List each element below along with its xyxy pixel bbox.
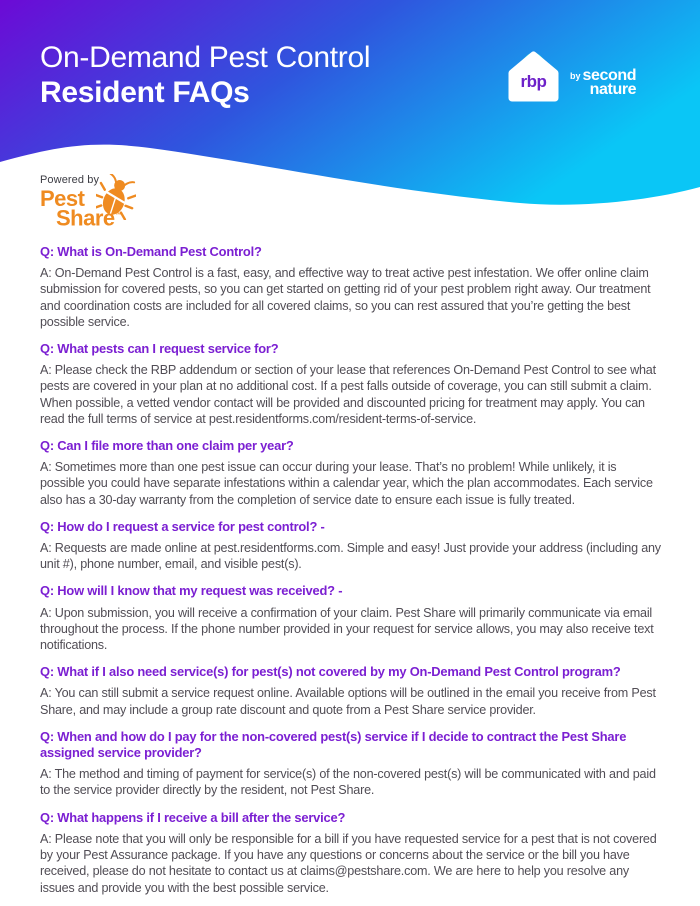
faq-question: Q: Can I file more than one claim per year? (40, 438, 294, 454)
pest-share-wordmark (40, 188, 190, 238)
powered-by-label: Powered by (40, 174, 100, 186)
faq-item (40, 664, 662, 718)
second-nature-wordmark (570, 57, 636, 97)
second-nature-line1: second (582, 66, 637, 84)
page-subtitle: Resident FAQs (40, 76, 250, 109)
pest-word: Pest (40, 186, 85, 211)
faq-answer: A: Sometimes more than one pest issue can occur during your lease. That’s no problem! While unlikely, it is possible you could have separate infestations within a calendar year, which the plan accommodates. Each service also has a 30-day warranty from the completion of service date to ensure each issue is fully treated. (40, 460, 653, 507)
faq-answer: A: Upon submission, you will receive a confirmation of your claim. Pest Share will primarily communicate via email throughout the process. If the phone number provided in your request for service allows, you may also receive text notifications. (40, 605, 654, 653)
faq-question: Q: What is On-Demand Pest Control? (40, 244, 262, 259)
faq-item (40, 519, 662, 573)
pest-share-logo-block (40, 174, 190, 238)
faq-item (40, 583, 662, 653)
faq-answer: A: Please check the RBP addendum or section of your lease that references On-Demand Pest Control to see what pests are covered in your plan at no additional cost. If a pest falls outside of coverage, you can still submit a claim. When possible, a vetted vendor contact will be provided and discounted pricing for treatment may apply. You can read the full terms of service at pest.residentforms.com/resident-terms-of-service. (40, 363, 656, 426)
faq-question: Q: How will I know that my request was received? - (40, 583, 343, 599)
second-nature-line2: nature (589, 80, 637, 98)
by-label: by (570, 70, 581, 81)
page-title: On-Demand Pest Control (40, 41, 371, 74)
header-titles (40, 40, 370, 110)
faq-list (40, 244, 662, 906)
faq-answer: A: You can still submit a service request online. Available options will be outlined in the email you receive from Pest Share, and may include a group rate discount and quote from a Pest Share service provider. (40, 686, 656, 717)
faq-question: Q: What if I also need service(s) for pest(s) not covered by my On-Demand Pest Control program? (40, 664, 621, 680)
faq-answer: A: The method and timing of payment for service(s) of the non-covered pest(s) will be communicated with and paid to the service provider directly by the resident, not Pest Share. (40, 767, 656, 798)
share-word: Share™ (56, 205, 122, 231)
trademark-symbol: ™ (114, 212, 122, 219)
rbp-second-nature-logo (505, 48, 636, 105)
faq-answer: A: On-Demand Pest Control is a fast, easy, and effective way to treat active pest infestation. We offer online claim submission for covered pests, so you can get started on getting rid of your pest problem right away. Our treatment and coordination costs are included for all covered claims, so you can rest assured that you’re getting the best possible service. (40, 266, 651, 329)
faq-question: Q: How do I request a service for pest control? - (40, 518, 325, 534)
faq-question: Q: What pests can I request service for? (40, 341, 279, 357)
rbp-logo-icon (505, 48, 562, 105)
faq-item (40, 729, 662, 799)
faq-item (40, 341, 662, 427)
faq-answer: A: Please note that you will only be responsible for a bill if you have requested service for a pest that is not covered by your Pest Assurance package. If you have any questions or concerns about the service or the bill you have received, please do not hesitate to contact us at claims@pestshare.com. We are here to help you resolve any issues and provide you with the best possible service. (40, 831, 657, 895)
faq-question: Q: What happens if I receive a bill after the service? (40, 809, 346, 825)
faq-item (40, 438, 662, 508)
faq-answer: A: Requests are made online at pest.residentforms.com. Simple and easy! Just provide your address (including any unit #), phone number, email, and visible pest(s). (40, 541, 661, 572)
faq-item (40, 244, 662, 330)
faq-item (40, 810, 662, 896)
faq-question: Q: When and how do I pay for the non-covered pest(s) service if I decide to contract the Pest Share assigned service provider? (40, 728, 627, 761)
rbp-wordmark: rbp (520, 72, 547, 91)
